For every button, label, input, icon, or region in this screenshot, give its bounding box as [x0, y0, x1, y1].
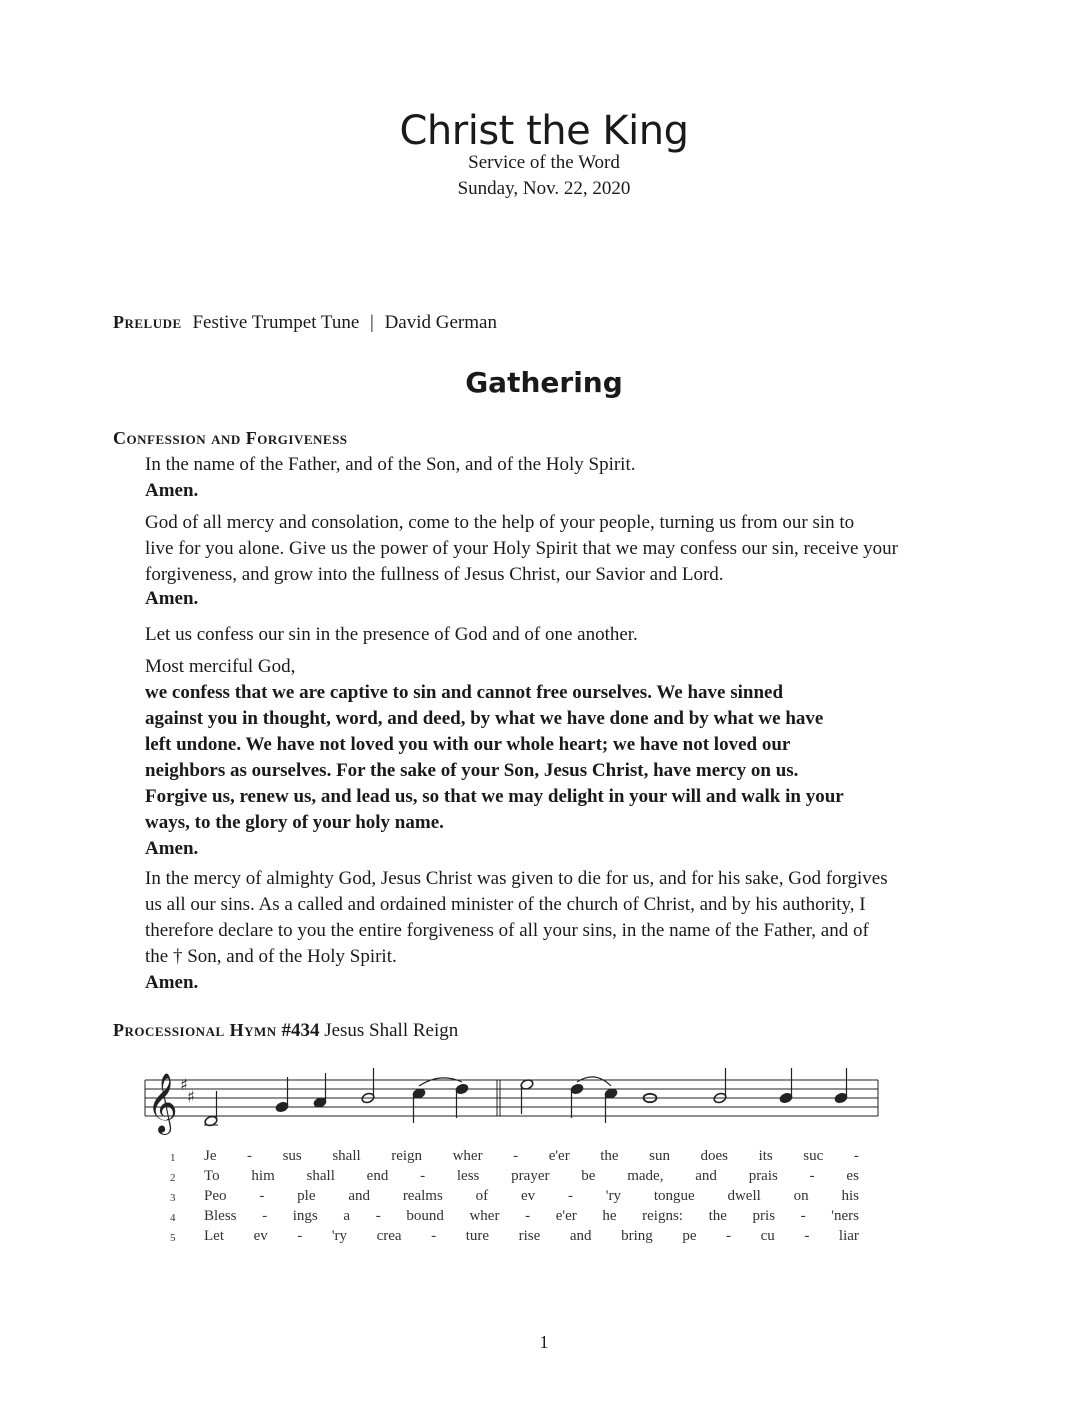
lyric-syllable: - [804, 1228, 810, 1244]
gathering-heading: Gathering [465, 366, 623, 399]
verse-syllables [204, 1168, 859, 1185]
lyric-syllable: realms [402, 1188, 443, 1204]
lyric-syllable: prais [748, 1168, 778, 1184]
lyric-syllable: its [758, 1148, 773, 1164]
confession-line: ways, to the glory of your holy name. [145, 812, 444, 833]
lyric-syllable: - [800, 1208, 806, 1224]
absolution-line: therefore declare to you the entire forgiveness of all your sins, in the name of the Father, and of [145, 920, 869, 941]
prayer-line: forgiveness, and grow into the fullness of Jesus Christ, our Savior and Lord. [145, 564, 724, 585]
prayer-line: live for you alone. Give us the power of your Holy Spirit that we may confess our sin, receive your [145, 538, 898, 559]
lyric-syllable: crea [376, 1228, 402, 1244]
verse-number: 5 [170, 1232, 176, 1244]
lyric-syllable: wher [452, 1148, 483, 1164]
lyric-syllable: ev [520, 1188, 536, 1204]
lyric-syllable: ple [297, 1188, 316, 1204]
confession-text [145, 680, 995, 836]
confession-rubric: Confession and Forgiveness [113, 428, 348, 448]
lyric-syllable: liar [838, 1228, 859, 1244]
lyric-syllable: and [695, 1168, 717, 1184]
lyric-syllable: bound [406, 1208, 444, 1224]
lyric-syllable: and [569, 1228, 592, 1244]
amen-1: Amen. [145, 480, 199, 501]
lyric-syllable: be [581, 1168, 596, 1184]
verse-syllables [204, 1188, 859, 1205]
lyric-syllable: the [708, 1208, 727, 1224]
lyric-syllable: made, [627, 1168, 664, 1184]
verse-syllables [204, 1148, 859, 1165]
invocation: In the name of the Father, and of the Son, and of the Holy Spirit. [145, 454, 636, 475]
lyric-syllable: dwell [727, 1188, 761, 1204]
lyric-syllable: reigns: [642, 1208, 683, 1224]
sharp-icon: ♯ [180, 1075, 188, 1094]
sharp-icon: ♯ [187, 1087, 195, 1106]
lyric-syllable: To [204, 1168, 220, 1184]
lyric-syllable: 'ry [331, 1228, 348, 1244]
page-title: Christ the King [399, 108, 689, 154]
treble-clef-icon: 𝄞 [147, 1073, 178, 1133]
lyric-syllable: and [348, 1188, 370, 1204]
lyric-syllable: - [375, 1208, 381, 1224]
amen-2: Amen. [145, 588, 199, 609]
lyric-syllable: rise [518, 1228, 541, 1244]
lyric-syllable: - [431, 1228, 437, 1244]
prelude-line [113, 312, 497, 334]
verse-line [170, 1228, 890, 1248]
verse-line [170, 1148, 890, 1168]
lyric-syllable: pris [752, 1208, 776, 1224]
lyric-syllable: 'ners [831, 1208, 859, 1224]
notes-measure-1 [204, 1068, 469, 1127]
prelude-rubric: Prelude [113, 312, 182, 332]
lyric-syllable: end [366, 1168, 389, 1184]
lyric-syllable: reign [391, 1148, 423, 1164]
call-to-confession: Let us confess our sin in the presence of God and of one another. [145, 624, 638, 645]
lyric-syllable: Bless [204, 1208, 237, 1224]
lyric-syllable: e'er [548, 1148, 570, 1164]
amen-4: Amen. [145, 972, 199, 993]
lyric-syllable: - [853, 1148, 859, 1164]
lyric-syllable: - [513, 1148, 519, 1164]
lyric-syllable: ev [253, 1228, 268, 1244]
verse-number: 4 [170, 1212, 176, 1224]
lyric-syllable: - [726, 1228, 732, 1244]
lyric-syllable: ings [292, 1208, 318, 1224]
lyric-syllable: he [602, 1208, 617, 1224]
lyric-syllable: es [846, 1168, 859, 1184]
prelude-piece: Festive Trumpet Tune [192, 312, 360, 333]
lyric-syllable: - [525, 1208, 531, 1224]
lyric-syllable: 'ry [605, 1188, 621, 1204]
lyric-syllable: his [841, 1188, 859, 1204]
prayer-address: Most merciful God, [145, 656, 296, 677]
hymn-lyrics [170, 1148, 890, 1248]
lyric-syllable: shall [332, 1148, 361, 1164]
opening-prayer [145, 510, 995, 588]
lyric-syllable: of [475, 1188, 489, 1204]
lyric-syllable: - [259, 1188, 265, 1204]
verse-number: 3 [170, 1192, 176, 1204]
lyric-syllable: Je [204, 1148, 217, 1164]
lyric-syllable: on [793, 1188, 809, 1204]
lyric-syllable: - [262, 1208, 268, 1224]
hymn-rubric: Processional Hymn [113, 1020, 277, 1040]
lyric-syllable: shall [306, 1168, 335, 1184]
verse-syllables [204, 1228, 859, 1245]
lyric-syllable: suc [803, 1148, 824, 1164]
verse-line [170, 1208, 890, 1228]
lyric-syllable: wher [469, 1208, 500, 1224]
absolution-line: the † Son, and of the Holy Spirit. [145, 946, 397, 967]
absolution-line: us all our sins. As a called and ordained minister of the church of Christ, and by his authority, I [145, 894, 866, 915]
lyric-syllable: cu [760, 1228, 775, 1244]
amen-3: Amen. [145, 838, 199, 859]
lyric-syllable: Peo [204, 1188, 227, 1204]
prayer-line: God of all mercy and consolation, come to the help of your people, turning us from our sin to [145, 512, 855, 533]
lyric-syllable: ture [465, 1228, 490, 1244]
music-staff [140, 1060, 885, 1150]
prelude-composer: David German [384, 312, 497, 333]
absolution-line: In the mercy of almighty God, Jesus Christ was given to die for us, and for his sake, God forgives [145, 868, 888, 889]
lyric-syllable: sus [282, 1148, 302, 1164]
lyrics-grid [170, 1148, 890, 1248]
verse-syllables [204, 1208, 859, 1225]
verse-line [170, 1168, 890, 1188]
staff-lines [145, 1080, 878, 1116]
service-date: Sunday, Nov. 22, 2020 [457, 178, 631, 199]
hymn-number: #434 [281, 1020, 320, 1041]
confession-line: left undone. We have not loved you with our whole heart; we have not loved our [145, 734, 791, 755]
verse-line [170, 1188, 890, 1208]
lyric-syllable: - [420, 1168, 426, 1184]
lyric-syllable: - [567, 1188, 573, 1204]
lyric-syllable: him [251, 1168, 275, 1184]
lyric-syllable: less [456, 1168, 480, 1184]
confession-line: against you in thought, word, and deed, by what we have done and by what we have [145, 708, 824, 729]
confession-line: we confess that we are captive to sin and cannot free ourselves. We have sinned [145, 682, 784, 703]
confession-line: neighbors as ourselves. For the sake of your Son, Jesus Christ, have mercy on us. [145, 760, 799, 781]
confession-line: Forgive us, renew us, and lead us, so that we may delight in your will and walk in your [145, 786, 844, 807]
lyric-syllable: - [809, 1168, 815, 1184]
lyric-syllable: sun [649, 1148, 670, 1164]
lyric-syllable: e'er [555, 1208, 577, 1224]
page-subtitle: Service of the Word [468, 152, 620, 173]
hymn-title: Jesus Shall Reign [324, 1020, 459, 1041]
lyric-syllable: the [600, 1148, 619, 1164]
page-number: 1 [539, 1332, 549, 1352]
notes-measure-2 [520, 1068, 848, 1123]
lyric-syllable: bring [621, 1228, 653, 1244]
lyric-syllable: tongue [653, 1188, 695, 1204]
lyric-syllable: pe [682, 1228, 697, 1244]
lyric-syllable: - [247, 1148, 253, 1164]
lyric-syllable: - [297, 1228, 303, 1244]
lyric-syllable: does [700, 1148, 729, 1164]
prelude-separator: | [370, 312, 374, 333]
verse-number: 2 [170, 1172, 176, 1184]
absolution [145, 866, 995, 970]
lyric-syllable: a [343, 1208, 351, 1224]
hymn-heading [113, 1020, 458, 1042]
lyric-syllable: prayer [511, 1168, 550, 1184]
verse-number: 1 [170, 1152, 176, 1164]
lyric-syllable: Let [204, 1228, 224, 1244]
